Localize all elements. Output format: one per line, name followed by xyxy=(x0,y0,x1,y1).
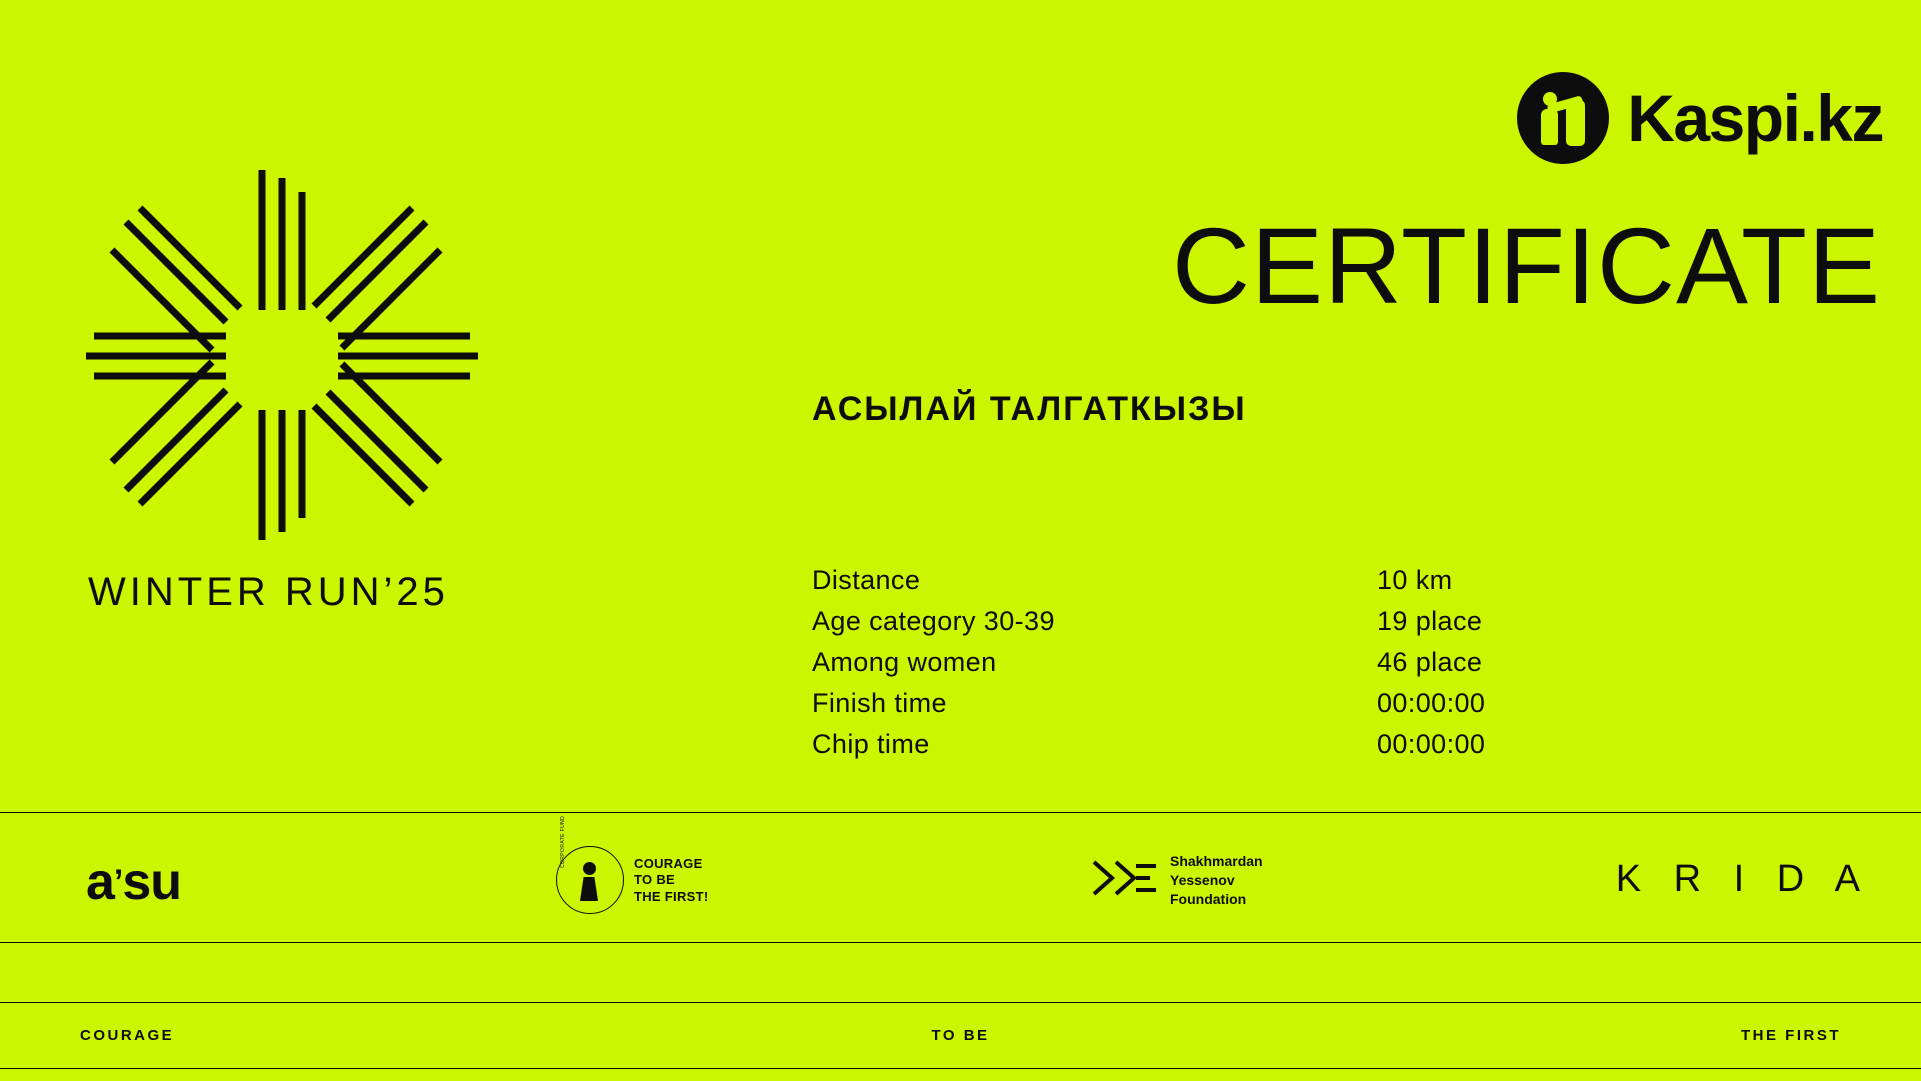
kaspi-logo xyxy=(1517,72,1883,164)
event-name: WINTER RUN’25 xyxy=(88,570,449,614)
shakhmardan-line-3: Foundation xyxy=(1170,890,1247,907)
shakhmardan-line-2: Yessenov xyxy=(1170,871,1235,888)
courage-ring-text: CORPORATE FUND xyxy=(560,815,566,868)
result-label: Age category 30-39 xyxy=(812,606,1055,636)
result-value: 19 place xyxy=(1377,606,1483,636)
kaspi-people-mark-icon xyxy=(1517,72,1609,164)
shakhmardan-line-1: Shakhmardan xyxy=(1170,853,1263,869)
courage-line-2: TO BE xyxy=(634,872,675,888)
footer-left-text: COURAGE xyxy=(80,1026,175,1044)
asu-suffix: su xyxy=(122,853,182,911)
result-row xyxy=(812,688,1862,719)
courage-seal-icon xyxy=(556,815,624,914)
result-label: Distance xyxy=(812,565,921,595)
shakhmardan-text-block xyxy=(1170,852,1263,909)
result-row xyxy=(812,606,1862,637)
kaspi-wordmark: Kaspi.kz xyxy=(1627,81,1883,155)
result-label: Among women xyxy=(812,647,997,677)
result-value: 10 km xyxy=(1377,565,1453,595)
result-label: Finish time xyxy=(812,688,947,718)
result-value: 46 place xyxy=(1377,647,1483,677)
winter-run-starburst-icon xyxy=(66,160,486,560)
result-value: 00:00:00 xyxy=(1377,729,1486,759)
courage-line-1: COURAGE xyxy=(634,856,703,871)
results-list xyxy=(812,565,1862,770)
sponsor-krida-logo: K R I D A xyxy=(1615,858,1871,900)
result-row xyxy=(812,729,1862,760)
sponsor-shakhmardan-logo xyxy=(1090,848,1300,910)
sponsor-courage-logo xyxy=(556,815,716,916)
sponsor-band xyxy=(0,812,1921,942)
courage-text-block xyxy=(634,856,709,905)
footer-center-text: TO BE xyxy=(931,1026,990,1044)
participant-name: АСЫЛАЙ ТАЛГАТКЫЗЫ xyxy=(812,390,1247,428)
result-label: Chip time xyxy=(812,729,930,759)
shakhmardan-mark-icon xyxy=(1090,856,1160,900)
footer-slogan-band xyxy=(0,1002,1921,1068)
courage-line-3: THE FIRST! xyxy=(634,888,709,904)
footer-right-text: THE FIRST xyxy=(1741,1026,1841,1044)
page-title: CERTIFICATE xyxy=(1171,205,1881,326)
divider-footer-bottom xyxy=(0,1068,1921,1069)
result-row xyxy=(812,647,1862,678)
divider-sponsors xyxy=(0,942,1921,943)
asu-apostrophe: ’ xyxy=(113,862,123,901)
sponsor-asu-logo xyxy=(86,852,181,912)
result-row xyxy=(812,565,1862,596)
asu-prefix: a xyxy=(86,853,114,911)
result-value: 00:00:00 xyxy=(1377,688,1486,718)
